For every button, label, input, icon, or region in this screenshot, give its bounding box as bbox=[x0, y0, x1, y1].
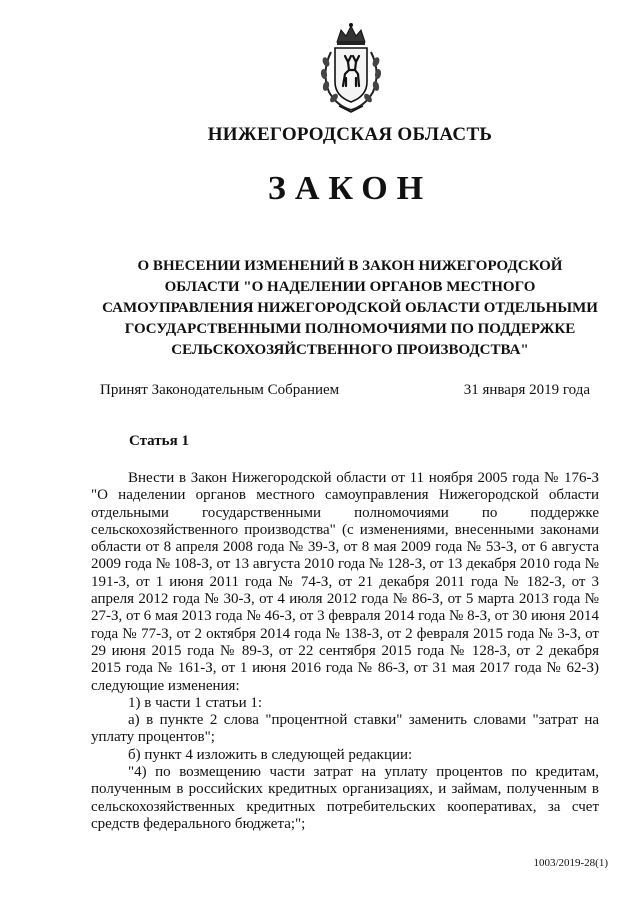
article-paragraph: "4) по возмещению части затрат на уплату процентов по кредитам, полученным в российских кредитных организациях, и займам, полученным в сельскохозяйственных кредитных потребительских кооперативах, за счет средств федерального бюджета;"; bbox=[91, 764, 599, 832]
adoption-line bbox=[100, 382, 590, 399]
adoption-label: Принят Законодательным Собранием bbox=[100, 382, 340, 398]
article-paragraph: а) в пункте 2 слова "процентной ставки" заменить словами "затрат на уплату процентов"; bbox=[91, 712, 599, 746]
adoption-date: 31 января 2019 года bbox=[463, 382, 590, 398]
article-title: Статья 1 bbox=[129, 433, 189, 449]
article-body bbox=[91, 470, 599, 833]
article-paragraph: 1) в части 1 статьи 1: bbox=[128, 694, 263, 711]
document-code: 1003/2019-28(1) bbox=[533, 857, 608, 869]
article-paragraph: б) пункт 4 изложить в следующей редакции: bbox=[128, 746, 413, 763]
document-type-title: ЗАКОН bbox=[267, 170, 433, 207]
article-paragraph: Внести в Закон Нижегородской области от 11 ноября 2005 года № 176-З "О наделении органов местного самоуправления Нижегородской области отдельными государственными полномочиями по поддержке сельскохозяйственного производства" (с изменениями, внесенными законами области от 8 апреля 2008 года № 39-З, от 8 мая 2009 года № 53-З, от 6 августа 2009 года № 108-З, от 13 августа 2010 года № 128-З, от 13 декабря 2010 года № 191-З, от 1 июня 2011 года № 74-З, от 21 декабря 2011 года № 182-З, от 3 апреля 2012 года № 30-З, от 4 июля 2012 года № 86-З, от 5 марта 2013 года № 27-З, от 6 мая 2013 года № 46-З, от 3 февраля 2014 года № 8-З, от 30 июня 2014 года № 77-З, от 2 октября 2014 года № 138-З, от 2 февраля 2015 года № 3-З, от 29 июня 2015 года № 89-З, от 22 сентября 2015 года № 128-З, от 2 декабря 2015 года № 161-З, от 1 июня 2016 года № 86-З, от 31 мая 2017 года № 62-З) следующие изменения: bbox=[91, 470, 599, 694]
region-title: НИЖЕГОРОДСКАЯ ОБЛАСТЬ bbox=[207, 124, 493, 145]
coat-of-arms-icon bbox=[315, 22, 387, 114]
law-subject-title: О ВНЕСЕНИИ ИЗМЕНЕНИЙ В ЗАКОН НИЖЕГОРОДСКОЙ ОБЛАСТИ "О НАДЕЛЕНИИ ОРГАНОВ МЕСТНОГО САМОУПРАВЛЕНИЯ НИЖЕГОРОДСКОЙ ОБЛАСТИ ОТДЕЛЬНЫМИ ГОСУДАРСТВЕННЫМИ ПОЛНОМОЧИЯМИ ПО ПОДДЕРЖКЕ СЕЛЬСКОХОЗЯЙСТВЕННОГО ПРОИЗВОДСТВА" bbox=[102, 258, 598, 358]
